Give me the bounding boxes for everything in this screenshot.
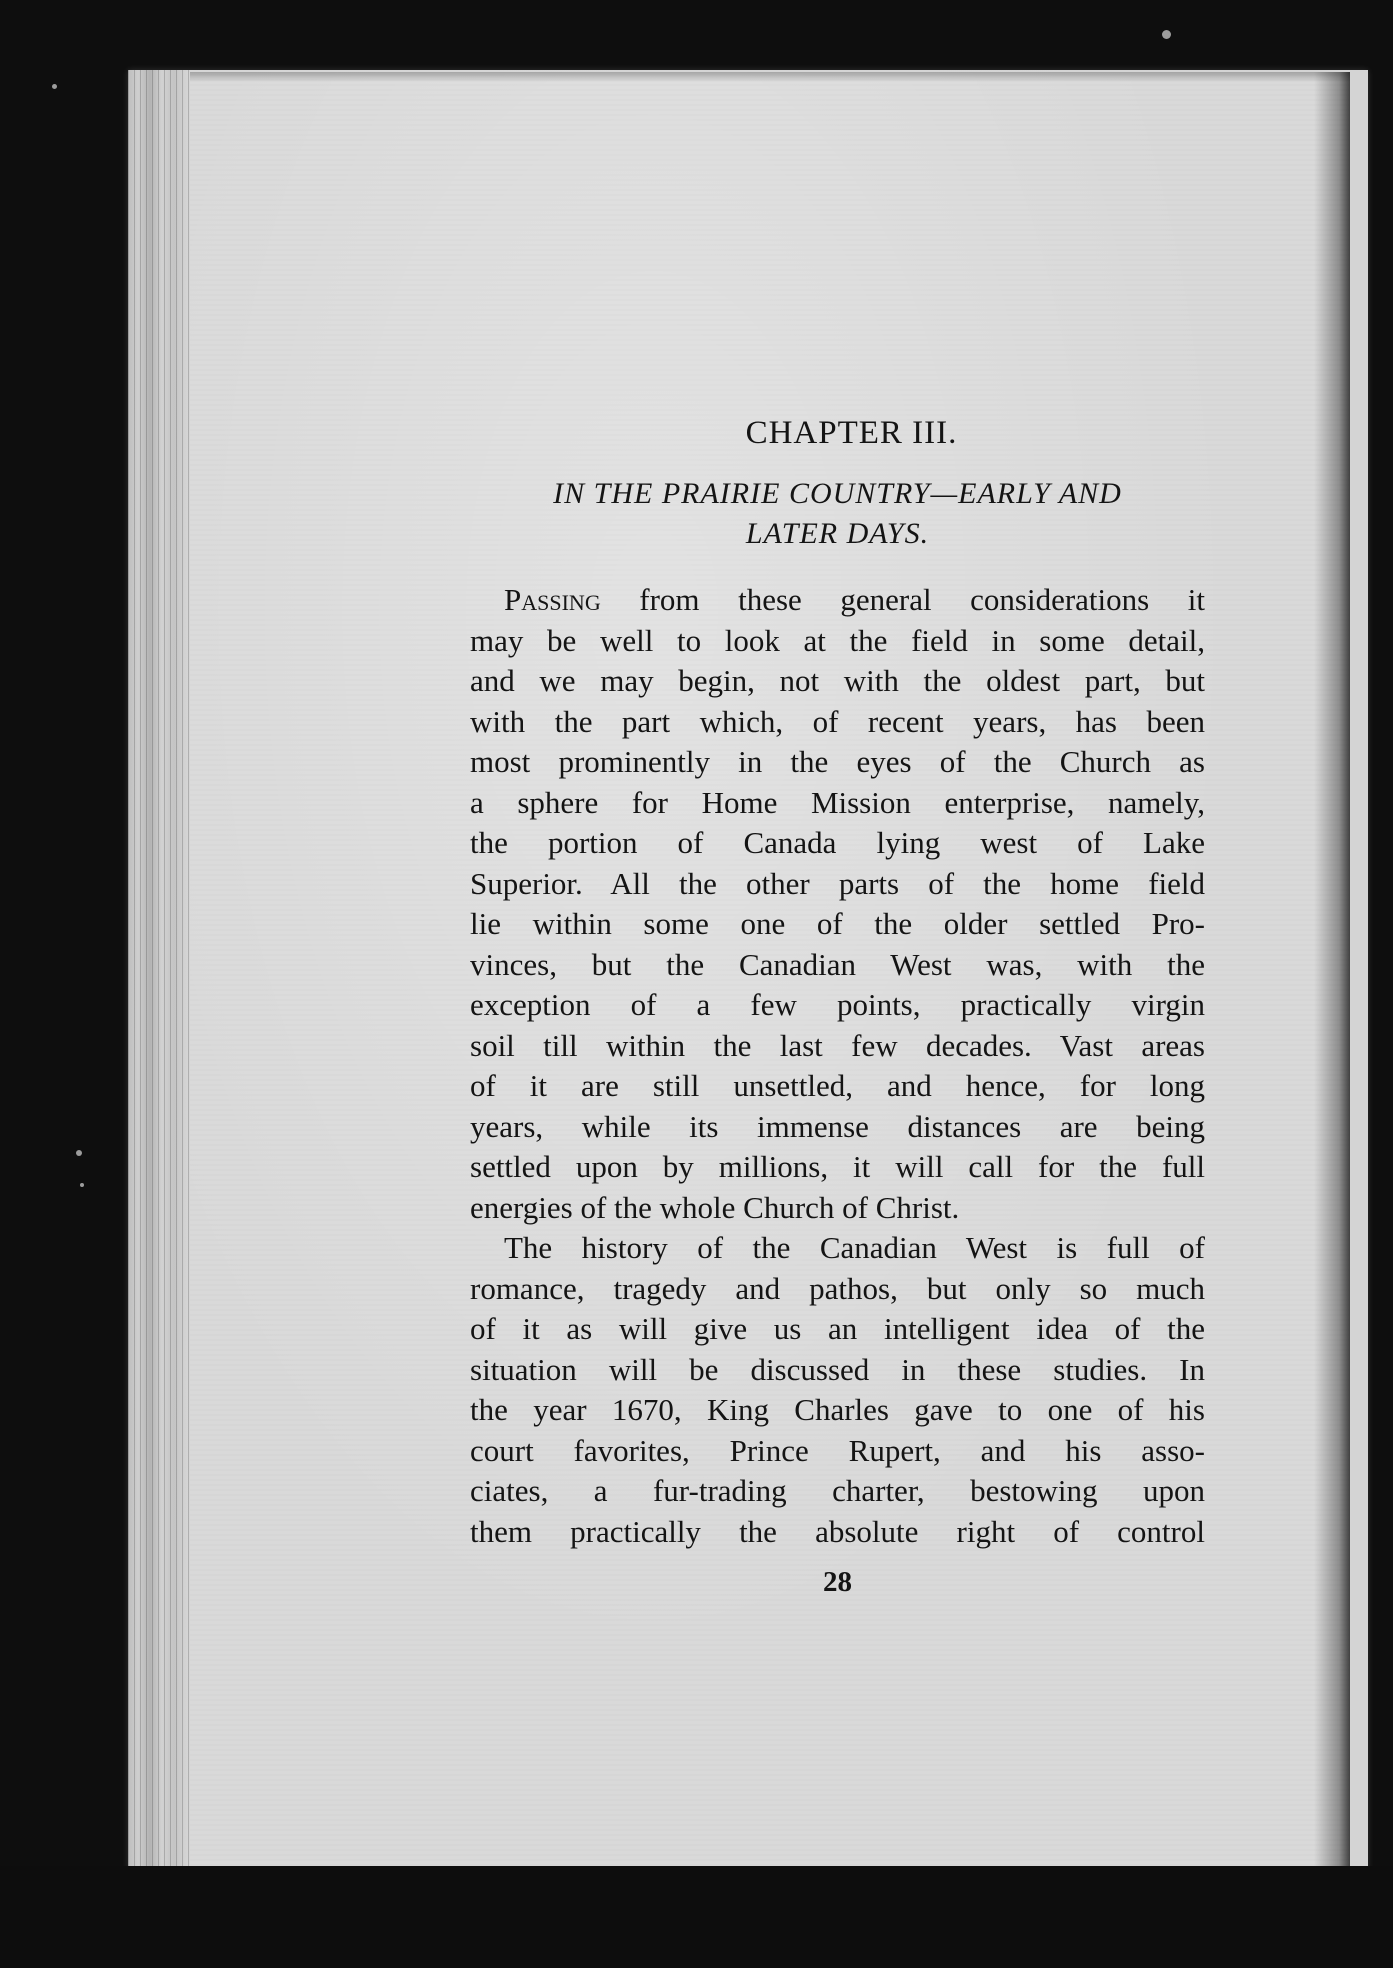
- text-line: them practically the absolute right of control: [470, 1513, 1205, 1549]
- text-line: with the part which, of recent years, has been: [470, 703, 1205, 739]
- text-line: ciates, a fur-trading charter, bestowing upon: [470, 1473, 1205, 1508]
- chapter-title: CHAPTER III.: [745, 415, 958, 451]
- text-line: may be well to look at the field in some detail,: [470, 622, 1205, 658]
- chapter-subtitle-line-1: IN THE PRAIRIE COUNTRY—EARLY AND: [553, 477, 1122, 510]
- film-speck: [1162, 30, 1171, 39]
- paragraph-2: [470, 1228, 1205, 1552]
- film-speck: [80, 1183, 84, 1187]
- text-line: situation will be discussed in these studies. In: [470, 1351, 1205, 1387]
- text-line: and we may begin, not with the oldest part, but: [470, 663, 1205, 698]
- page-top-edge: [190, 72, 1350, 82]
- text-line: the portion of Canada lying west of Lake: [470, 825, 1205, 860]
- page-number: 28: [823, 1566, 852, 1598]
- text-line: [470, 580, 1205, 621]
- text-line: a sphere for Home Mission enterprise, namely,: [470, 784, 1205, 820]
- text-line: court favorites, Prince Rupert, and his asso-: [470, 1432, 1205, 1468]
- text-line: most prominently in the eyes of the Church as: [470, 744, 1205, 779]
- text-line: soil till within the last few decades. Vast areas: [470, 1027, 1205, 1063]
- text-line: of it as will give us an intelligent idea of the: [470, 1311, 1205, 1346]
- lead-word: Passing: [504, 582, 601, 617]
- text-line: vinces, but the Canadian West was, with the: [470, 946, 1205, 982]
- page-text: [470, 415, 1205, 1599]
- text-line: years, while its immense distances are being: [470, 1108, 1205, 1144]
- text-line-rest: from these general considerations it: [600, 582, 1205, 617]
- text-line: energies of the whole Church of Christ.: [470, 1189, 960, 1225]
- chapter-subtitle-line-2: LATER DAYS.: [745, 517, 930, 550]
- text-line: of it are still unsettled, and hence, for long: [470, 1068, 1205, 1103]
- chapter-subtitle: [470, 474, 1205, 554]
- page-gutter-shadow: [1314, 72, 1350, 1866]
- film-speck: [76, 1150, 82, 1156]
- page-edges: [128, 70, 190, 1870]
- text-line: romance, tragedy and pathos, but only so much: [470, 1270, 1205, 1306]
- text-line: lie within some one of the older settled Pro-: [470, 906, 1205, 941]
- text-line: The history of the Canadian West is full of: [504, 1230, 1205, 1265]
- film-speck: [52, 84, 57, 89]
- text-line: exception of a few points, practically virgin: [470, 987, 1205, 1022]
- text-line: settled upon by millions, it will call for the full: [470, 1149, 1205, 1184]
- film-border-bottom: [0, 1866, 1393, 1968]
- paragraph-1: [470, 580, 1205, 1228]
- text-line: the year 1670, King Charles gave to one of his: [470, 1392, 1205, 1427]
- text-line: Superior. All the other parts of the home field: [470, 865, 1205, 901]
